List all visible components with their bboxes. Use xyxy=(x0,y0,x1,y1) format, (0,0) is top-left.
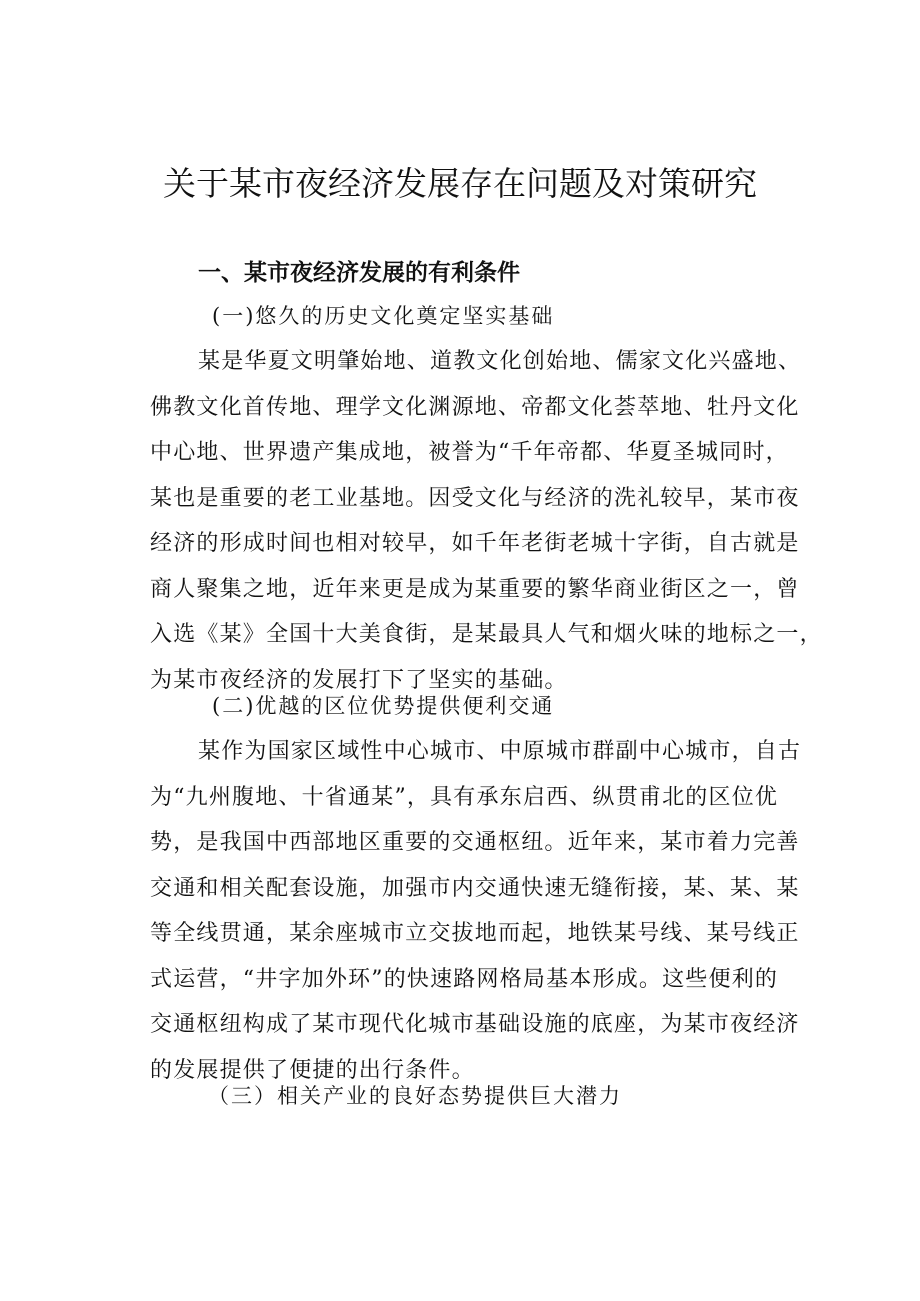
text-line: 商人聚集之地，近年来更是成为某重要的繁华商业街区之一，曾 xyxy=(150,576,800,602)
document-title: 关于某市夜经济发展存在问题及对策研究 xyxy=(163,164,757,203)
text-line: 佛教文化首传地、理学文化渊源地、帝都文化荟萃地、牡丹文化 xyxy=(150,394,800,420)
text-line: 中心地、世界遗产集成地，被誉为“千年帝都、华夏圣城同时， xyxy=(150,440,789,465)
paragraph-location-advantage xyxy=(150,729,802,1093)
text-line: 为某市夜经济的发展打下了坚实的基础。 xyxy=(150,667,568,693)
subsection-heading-3: （三）相关产业的良好态势提供巨大潜力 xyxy=(208,1084,622,1108)
text-line: 经济的形成时间也相对较早，如千年老街老城十字街，自古就是 xyxy=(150,531,800,556)
text-line: 的发展提供了便捷的出行条件。 xyxy=(150,1057,475,1083)
subsection-heading-2: (二)优越的区位优势提供便利交通 xyxy=(212,694,555,718)
text-line: 交通和相关配套设施，加强市内交通快速无缝衔接，某、某、某 xyxy=(150,875,800,901)
text-line: 某也是重要的老工业基地。因受文化与经济的洗礼较早，某市夜 xyxy=(150,485,800,511)
text-line: 为“九州腹地、十省通某”，具有承东启西、纵贯甫北的区位优 xyxy=(150,784,779,810)
text-line: 交通枢纽构成了某市现代化城市基础设施的底座，为某市夜经济 xyxy=(150,1012,800,1037)
text-line: 式运营，“井字加外环”的快速路网格局基本形成。这些便利的 xyxy=(150,966,779,992)
section-heading-1: 一、某市夜经济发展的有利条件 xyxy=(198,260,520,286)
text-line: 某作为国家区域性中心城市、中原城市群副中心城市，自古 xyxy=(198,739,802,764)
paragraph-history-culture xyxy=(150,339,823,703)
text-line: 等全线贯通，某余座城市立交拔地而起，地铁某号线、某号线正 xyxy=(150,921,800,946)
text-line: 某是华夏文明肇始地、道教文化创始地、儒家文化兴盛地、 xyxy=(198,349,802,374)
subsection-heading-1: (一)悠久的历史文化奠定坚实基础 xyxy=(212,304,555,328)
text-line: 势，是我国中西部地区重要的交通枢纽。近年来，某市着力完善 xyxy=(150,830,800,855)
text-line: 入选《某》全国十大美食街，是某最具人气和烟火味的地标之一， xyxy=(150,622,823,647)
